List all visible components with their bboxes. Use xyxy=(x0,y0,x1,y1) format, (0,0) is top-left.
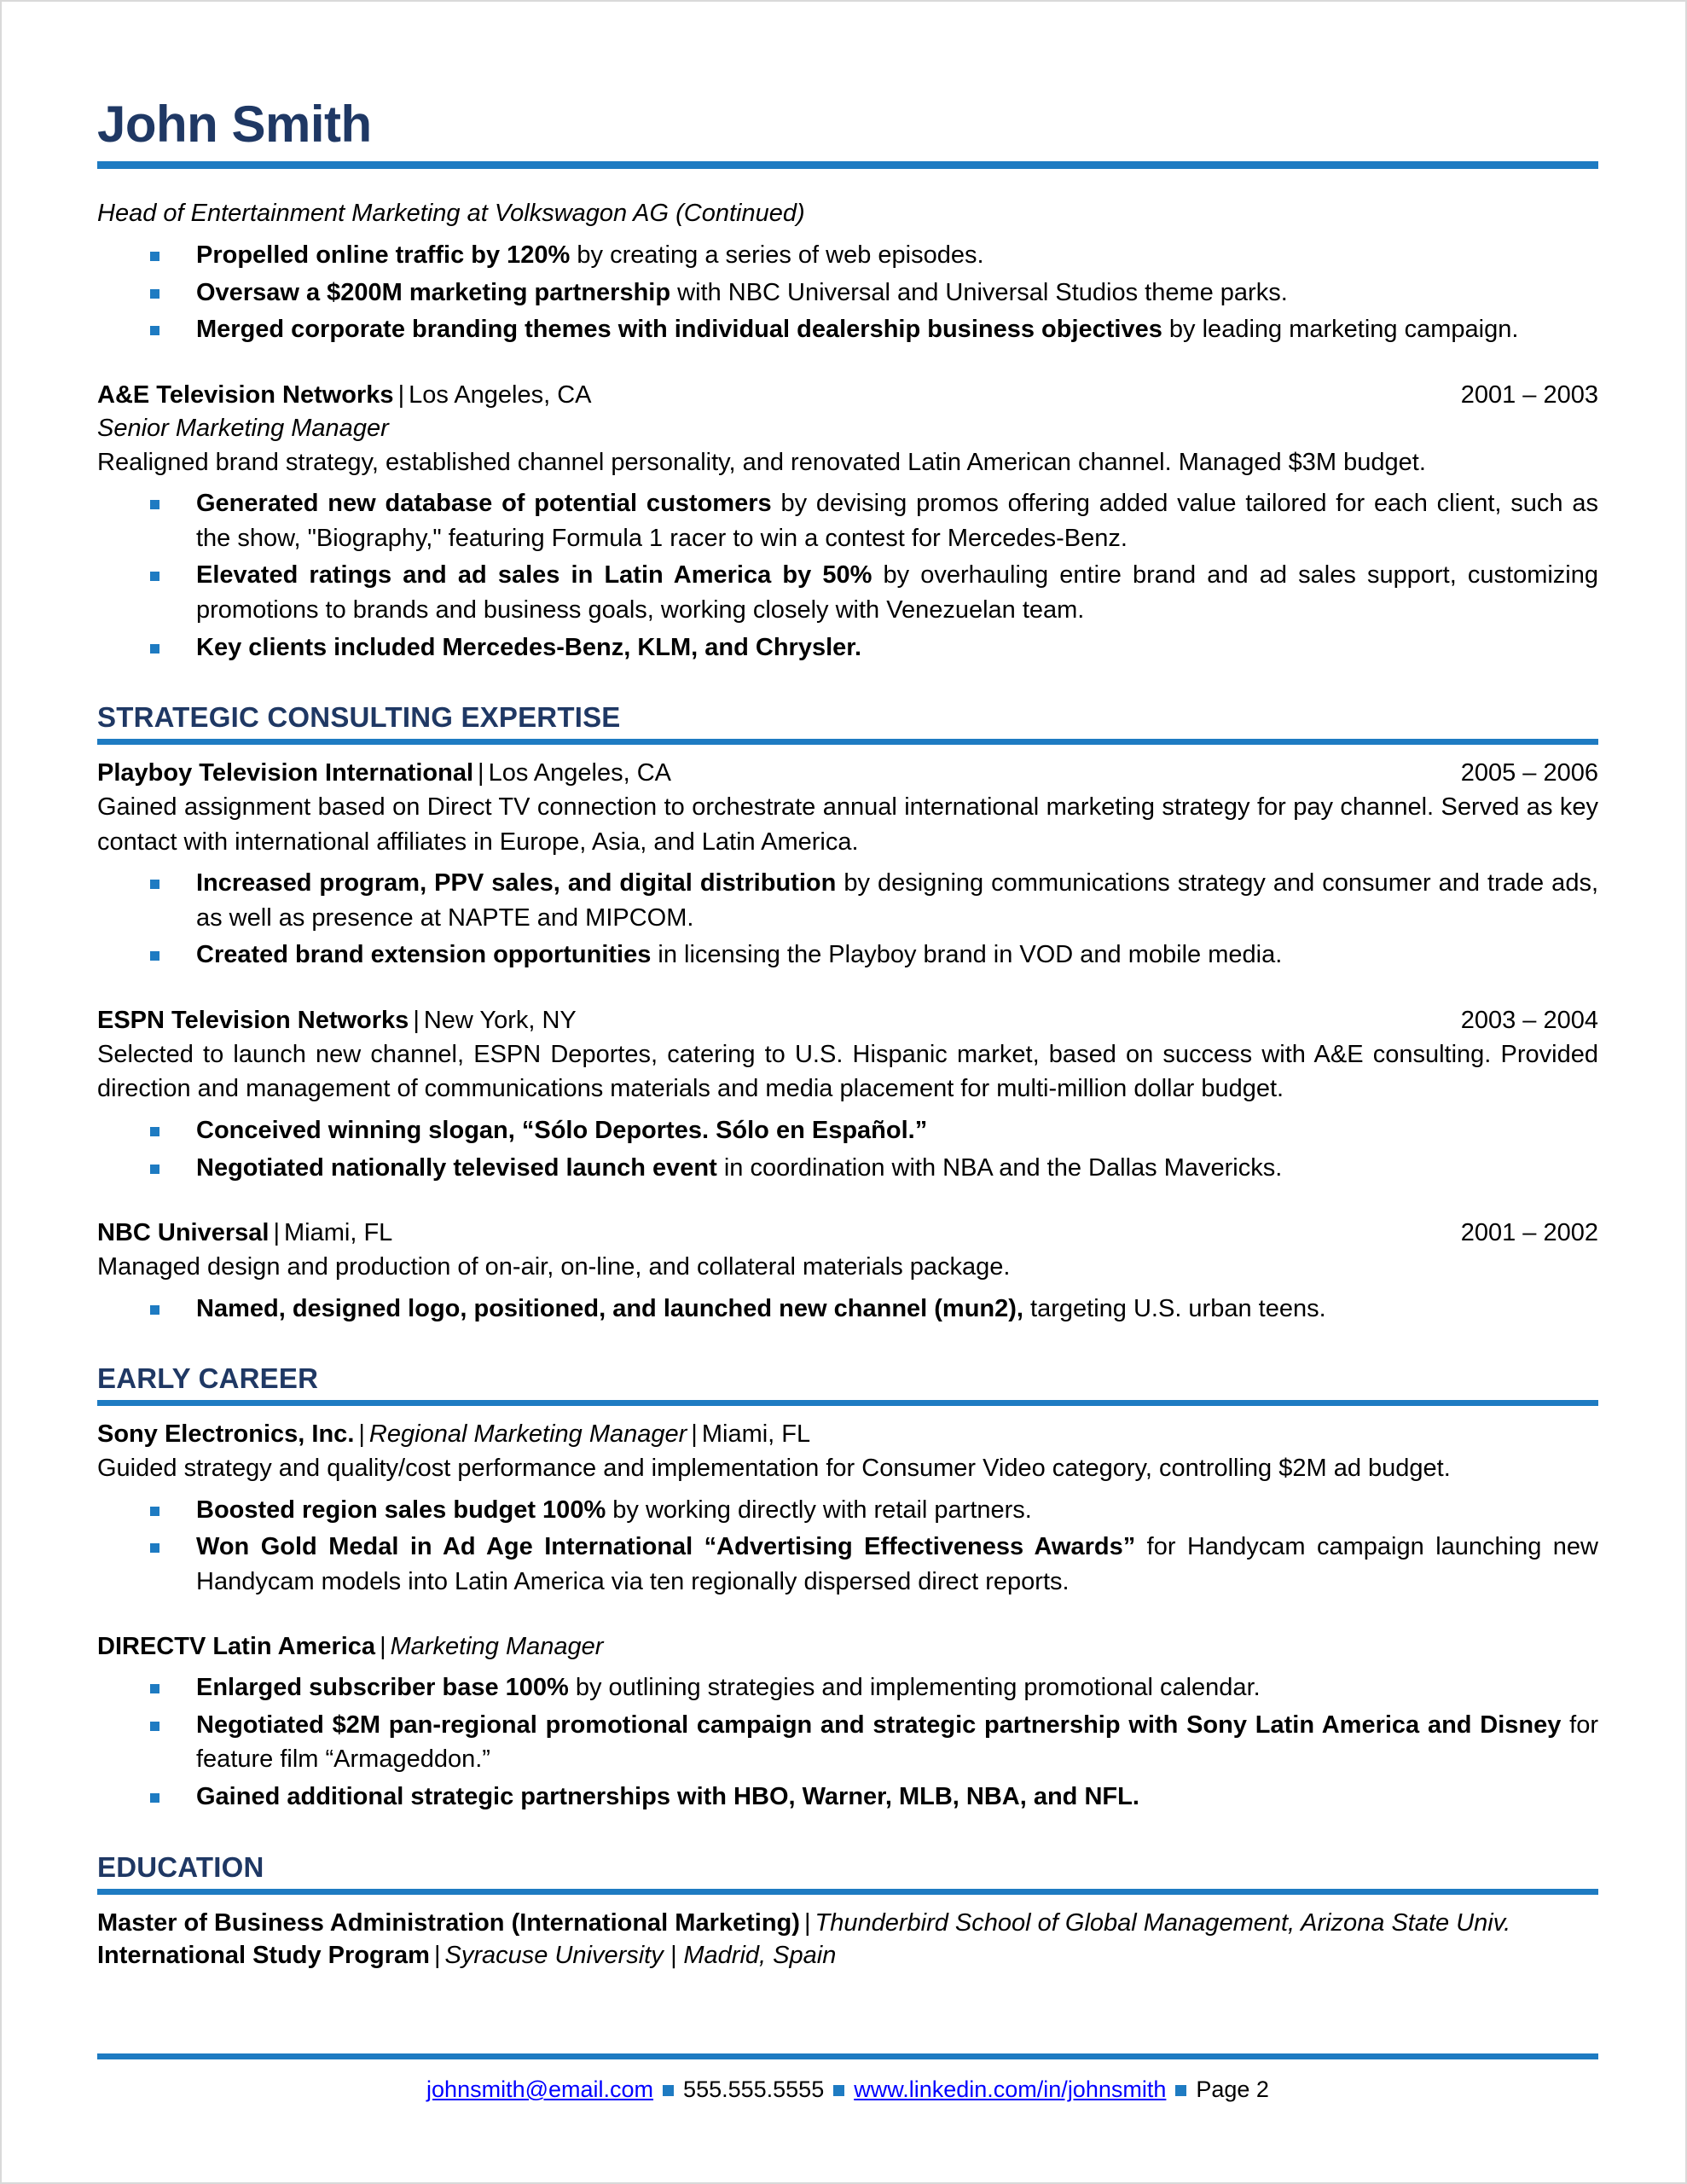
education-line xyxy=(97,1939,1598,1972)
bullet-item xyxy=(97,1708,1598,1777)
job-entry xyxy=(97,1004,1598,1185)
section-heading: EARLY CAREER xyxy=(97,1362,319,1395)
bullet-text: by creating a series of web episodes. xyxy=(570,241,984,270)
page-content xyxy=(97,97,1598,1972)
bullet-text: by designing communications strategy and consumer and trade ads, as well as presence at NAPTE and MIPCOM. xyxy=(196,869,1598,932)
section-education xyxy=(97,1851,1598,1973)
bullet-highlight: Enlarged subscriber base 100% xyxy=(196,1674,569,1702)
bullet-highlight: Key clients included Mercedes-Benz, KLM, and Chrysler. xyxy=(196,633,861,661)
bullet-item xyxy=(97,1113,1598,1148)
job-separator: | xyxy=(380,1633,386,1661)
job-location: Miami, FL xyxy=(701,1420,811,1449)
job-header xyxy=(97,1217,1598,1250)
bullet-item xyxy=(97,486,1598,555)
header-rule xyxy=(97,161,1598,169)
job-separator: | xyxy=(358,1420,365,1449)
bullet-highlight: Negotiated nationally televised launch event xyxy=(196,1153,717,1182)
job-dates: 2001 – 2003 xyxy=(1460,380,1598,409)
bullet-item xyxy=(97,1530,1598,1599)
job-separator: | xyxy=(691,1420,698,1449)
job-header xyxy=(97,757,1598,790)
job-header-left xyxy=(97,1630,1598,1664)
job-role-italic: Marketing Manager xyxy=(390,1633,604,1661)
bullet-highlight: Negotiated $2M pan-regional promotional campaign and strategic partnership with Sony Latin America and Disney xyxy=(196,1711,1562,1739)
job-bullet-list xyxy=(97,1670,1598,1814)
spacer xyxy=(97,1817,1598,1851)
separator-square-icon xyxy=(1175,2085,1186,2096)
bullet-highlight: Merged corporate branding themes with individual dealership business objectives xyxy=(196,316,1162,344)
bullet-highlight: Propelled online traffic by 120% xyxy=(196,241,571,270)
section-rule xyxy=(97,1400,1598,1406)
job-organization: A&E Television Networks xyxy=(97,380,394,409)
spacer xyxy=(97,1188,1598,1217)
job-bullet-list xyxy=(97,866,1598,973)
job-organization: Playboy Television International xyxy=(97,759,474,787)
job-entry xyxy=(97,757,1598,973)
education-line xyxy=(97,1907,1598,1940)
job-description: Gained assignment based on Direct TV connection to orchestrate annual international marketing strategy for pay channel. Served as key contact with international affiliates in Europe, Asia, and Latin America. xyxy=(97,793,1598,856)
job-bullet-list xyxy=(97,1113,1598,1185)
job-entry xyxy=(97,1217,1598,1326)
footer-linkedin-link[interactable]: www.linkedin.com/in/johnsmith xyxy=(854,2077,1167,2102)
job-separator: | xyxy=(397,380,405,409)
bullet-highlight: Boosted region sales budget 100% xyxy=(196,1496,606,1524)
bullet-item xyxy=(97,238,1598,273)
job-description: Realigned brand strategy, established channel personality, and renovated Latin American channel. Managed $3M budget. xyxy=(97,448,1426,476)
resume-section xyxy=(97,1362,1598,1814)
job-location: Miami, FL xyxy=(284,1219,393,1247)
sections-container xyxy=(97,701,1598,1850)
job-entry xyxy=(97,1418,1598,1599)
bullet-item xyxy=(97,1780,1598,1815)
job-dates: 2003 – 2004 xyxy=(1460,1006,1598,1034)
footer-page-number: Page 2 xyxy=(1196,2077,1269,2102)
institution-name: Syracuse University | Madrid, Spain xyxy=(444,1942,837,1970)
job-dates: 2001 – 2002 xyxy=(1460,1219,1598,1247)
job-bullet-list xyxy=(97,1493,1598,1600)
job-entry xyxy=(97,1630,1598,1814)
degree-name: International Study Program xyxy=(97,1942,430,1970)
page-footer xyxy=(97,2045,1598,2105)
bullet-item xyxy=(97,938,1598,973)
job-bullet-list xyxy=(97,1292,1598,1327)
bullet-highlight: Oversaw a $200M marketing partnership xyxy=(196,278,671,306)
job-header xyxy=(97,1004,1598,1037)
spacer xyxy=(97,975,1598,1004)
footer-email-link[interactable]: johnsmith@email.com xyxy=(426,2077,654,2102)
job-location: Los Angeles, CA xyxy=(409,380,592,409)
job-header-left xyxy=(97,379,1461,412)
section-heading-education: EDUCATION xyxy=(97,1850,264,1883)
section-heading: STRATEGIC CONSULTING EXPERTISE xyxy=(97,701,621,734)
bullet-highlight: Created brand extension opportunities xyxy=(196,941,652,969)
resume-section xyxy=(97,701,1598,1326)
spacer xyxy=(97,1328,1598,1362)
bullet-text: by leading marketing campaign. xyxy=(1162,316,1519,344)
footer-phone: 555.555.5555 xyxy=(683,2077,825,2102)
bullet-highlight: Elevated ratings and ad sales in Latin America by 50% xyxy=(196,561,872,590)
job-role-italic: Regional Marketing Manager xyxy=(368,1420,687,1449)
job-organization: Sony Electronics, Inc. xyxy=(97,1420,355,1449)
bullet-item xyxy=(97,1493,1598,1528)
bullet-text: for feature film “Armageddon.” xyxy=(196,1711,1599,1774)
education-separator: | xyxy=(433,1942,441,1970)
bullet-highlight: Won Gold Medal in Ad Age International “Advertising Effectiveness Awards” xyxy=(196,1533,1136,1561)
job-header xyxy=(97,1418,1598,1451)
institution-name: Thunderbird School of Global Management, Arizona State Univ. xyxy=(815,1908,1511,1937)
job-description: Guided strategy and quality/cost performance and implementation for Consumer Video category, controlling $2M ad budget. xyxy=(97,1455,1451,1483)
job-bullet-list xyxy=(97,486,1598,665)
job-dates: 2005 – 2006 xyxy=(1460,759,1598,787)
job-title: Senior Marketing Manager xyxy=(97,414,389,442)
job-header xyxy=(97,379,1598,412)
job-location: Los Angeles, CA xyxy=(488,759,671,787)
bullet-highlight: Named, designed logo, positioned, and launched new channel (mun2), xyxy=(196,1294,1023,1322)
bullet-item xyxy=(97,312,1598,347)
bullet-item xyxy=(97,630,1598,665)
job-header-left xyxy=(97,757,1461,790)
bullet-text: targeting U.S. urban teens. xyxy=(1023,1294,1326,1322)
job-separator: | xyxy=(273,1219,281,1247)
spacer xyxy=(97,350,1598,379)
continued-job-subtitle: Head of Entertainment Marketing at Volkswagon AG (Continued) xyxy=(97,200,805,227)
bullet-item xyxy=(97,1292,1598,1327)
section-rule xyxy=(97,739,1598,745)
spacer xyxy=(97,1601,1598,1630)
bullet-text: in coordination with NBA and the Dallas Mavericks. xyxy=(716,1153,1283,1182)
job-entry-ae xyxy=(97,379,1598,665)
job-separator: | xyxy=(478,759,484,787)
bullet-text: for Handycam campaign launching new Handycam models into Latin America via ten regionally dispersed direct reports. xyxy=(196,1533,1598,1595)
bullet-text: by working directly with retail partners. xyxy=(606,1496,1032,1524)
education-line-left xyxy=(97,1907,1598,1940)
bullet-highlight: Gained additional strategic partnerships with HBO, Warner, MLB, NBA, and NFL. xyxy=(196,1783,1139,1811)
job-header xyxy=(97,1630,1598,1664)
job-header-left xyxy=(97,1217,1461,1250)
bullet-text: by overhauling entire brand and ad sales support, customizing promotions to brands and business goals, working closely with Venezuelan team. xyxy=(196,561,1598,624)
job-organization: ESPN Television Networks xyxy=(97,1006,409,1034)
job-separator: | xyxy=(413,1006,420,1034)
education-line-left xyxy=(97,1939,1598,1972)
continued-bullet-list xyxy=(97,238,1598,347)
job-organization: DIRECTV Latin America xyxy=(97,1633,376,1661)
bullet-text: by devising promos offering added value tailored for each client, such as the show, "Biography," featuring Formula 1 racer to win a contest for Mercedes-Benz. xyxy=(196,490,1598,552)
bullet-text: in licensing the Playboy brand in VOD and mobile media. xyxy=(651,941,1283,969)
job-organization: NBC Universal xyxy=(97,1219,270,1247)
job-location: New York, NY xyxy=(423,1006,577,1034)
bullet-highlight: Generated new database of potential customers xyxy=(196,490,772,518)
bullet-item xyxy=(97,1151,1598,1186)
bullet-highlight: Increased program, PPV sales, and digital distribution xyxy=(196,869,837,897)
bullet-text: by outlining strategies and implementing promotional calendar. xyxy=(568,1674,1261,1702)
bullet-item xyxy=(97,276,1598,311)
spacer xyxy=(97,667,1598,701)
job-header-left xyxy=(97,1418,1598,1451)
bullet-item xyxy=(97,866,1598,935)
bullet-highlight: Conceived winning slogan, “Sólo Deportes. Sólo en Español.” xyxy=(196,1116,928,1144)
job-header-left xyxy=(97,1004,1461,1037)
bullet-item xyxy=(97,558,1598,627)
education-separator: | xyxy=(803,1908,811,1937)
degree-name: Master of Business Administration (International Marketing) xyxy=(97,1908,800,1937)
bullet-text: with NBC Universal and Universal Studios theme parks. xyxy=(670,278,1288,306)
separator-square-icon xyxy=(833,2085,844,2096)
separator-square-icon xyxy=(663,2085,674,2096)
section-rule xyxy=(97,1889,1598,1895)
job-description: Selected to launch new channel, ESPN Deportes, catering to U.S. Hispanic market, based on success with A&E consulting. Provided direction and management of communications materials and media placement for multi-million dollar budget. xyxy=(97,1040,1598,1103)
footer-rule xyxy=(97,2053,1598,2059)
bullet-item xyxy=(97,1670,1598,1705)
job-description: Managed design and production of on-air, on-line, and collateral materials package. xyxy=(97,1253,1011,1281)
page-title: John Smith xyxy=(97,96,372,153)
footer-contact-line xyxy=(97,2075,1598,2105)
education-lines xyxy=(97,1907,1598,1973)
